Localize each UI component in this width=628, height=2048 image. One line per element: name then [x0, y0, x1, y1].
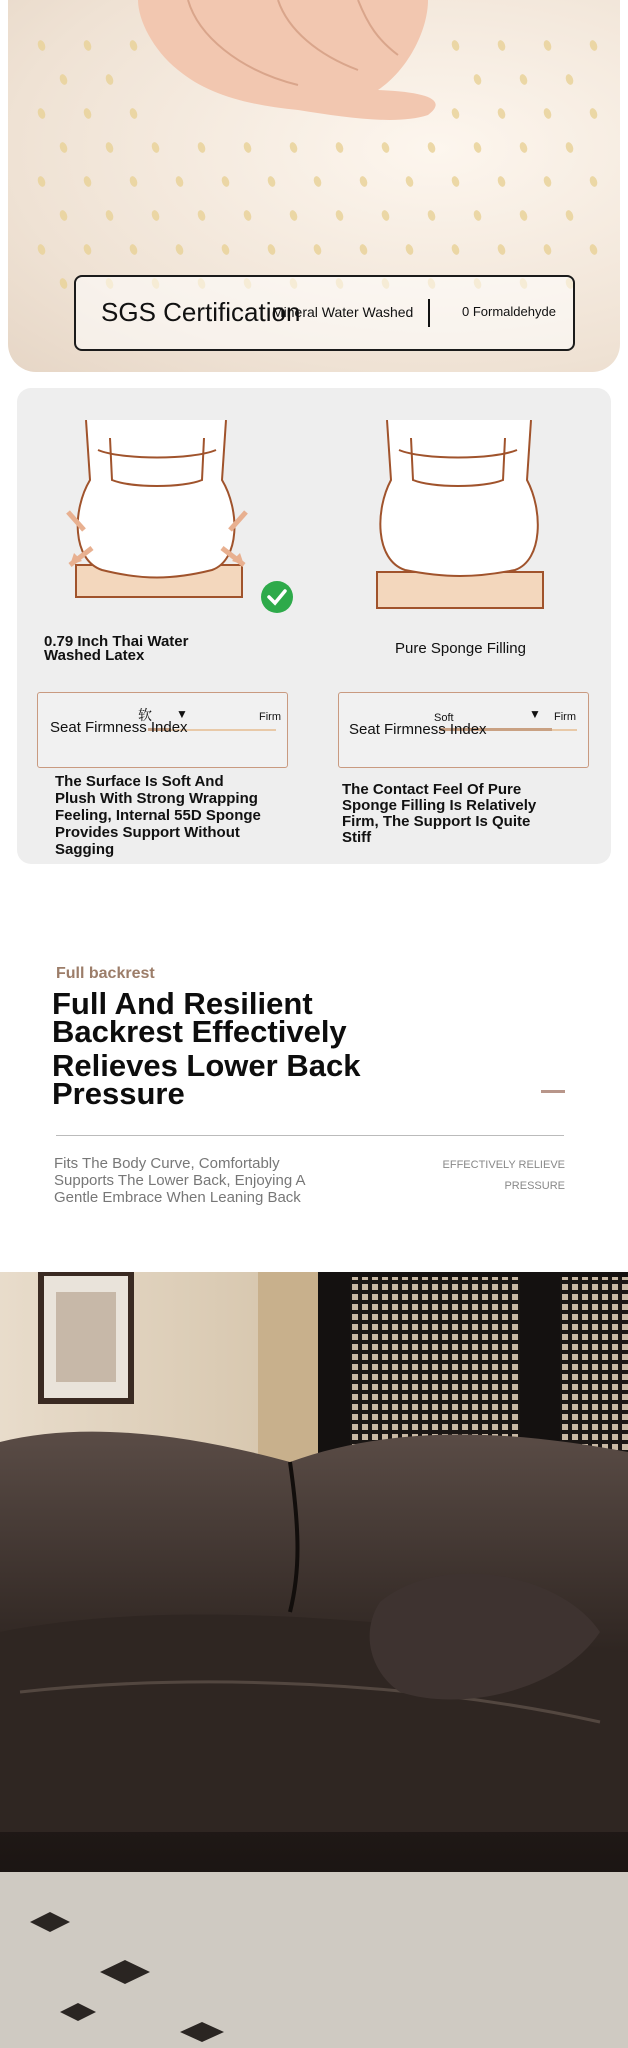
latex-name [44, 635, 244, 663]
pinhole [496, 107, 506, 120]
accent-dash [541, 1090, 565, 1093]
sofa-photo [0, 1272, 628, 2048]
pinhole [472, 73, 482, 86]
pinhole [334, 141, 344, 154]
desc-line: The Contact Feel Of Pure [342, 781, 522, 798]
pinhole [542, 175, 552, 188]
pinhole [58, 73, 68, 86]
pinhole [426, 141, 436, 154]
pinhole [564, 73, 574, 86]
pinhole [542, 107, 552, 120]
pinhole [196, 141, 206, 154]
pinhole [288, 209, 298, 222]
soft-label: Soft [434, 712, 454, 724]
headline-line: Pressure [52, 1076, 185, 1111]
pinhole [564, 141, 574, 154]
certification-title: SGS Certification [101, 297, 301, 327]
mineral-water-label: Mineral Water Washed [272, 304, 414, 320]
pinhole [472, 141, 482, 154]
latex-firmness-slider [37, 692, 288, 768]
desc-line: Gentle Embrace When Leaning Back [54, 1189, 301, 1206]
pinhole [518, 209, 528, 222]
hand-image [128, 0, 458, 135]
pinhole [196, 209, 206, 222]
pinhole [36, 39, 46, 52]
pinhole [82, 243, 92, 256]
check-icon [260, 580, 294, 614]
sofa-illustration [0, 1272, 628, 2048]
divider [428, 299, 430, 327]
formaldehyde-label: 0 Formaldehyde [462, 304, 556, 319]
latex-description [55, 773, 285, 858]
pinhole [496, 243, 506, 256]
firm-label: Firm [554, 711, 576, 723]
latex-photo [8, 0, 620, 372]
desc-line: Sponge Filling Is Relatively [342, 797, 537, 814]
indicator-arrow-icon: ▼ [529, 707, 541, 721]
pinhole [450, 175, 460, 188]
sponge-description [342, 782, 572, 846]
pinhole [242, 141, 252, 154]
pinhole [128, 175, 138, 188]
pinhole [472, 209, 482, 222]
pinhole [358, 175, 368, 188]
pinhole [518, 141, 528, 154]
pinhole [174, 243, 184, 256]
pinhole [380, 141, 390, 154]
sponge-cushion-illustration [375, 420, 545, 618]
pinhole [36, 175, 46, 188]
desc-line: Firm, The Support Is Quite [342, 813, 531, 830]
note-line: EFFECTIVELY RELIEVE [442, 1159, 565, 1171]
desc-line: Sagging [55, 841, 115, 858]
headline-line: Full And Resilient [52, 986, 313, 1021]
pinhole [588, 243, 598, 256]
pinhole [220, 175, 230, 188]
pinhole [404, 243, 414, 256]
pinhole [426, 209, 436, 222]
sponge-name: Pure Sponge Filling [395, 640, 526, 657]
desc-line: Fits The Body Curve, Comfortably [54, 1155, 280, 1172]
pinhole [104, 141, 114, 154]
desc-line: Stiff [342, 829, 372, 846]
desc-line: Supports The Lower Back, Enjoying A [54, 1172, 306, 1189]
pinhole [542, 243, 552, 256]
pinhole [58, 209, 68, 222]
latex-name-line1: 0.79 Inch Thai Water [44, 633, 189, 650]
note-line: PRESSURE [504, 1180, 565, 1192]
pinhole [128, 243, 138, 256]
pinhole [104, 209, 114, 222]
pinhole [334, 209, 344, 222]
certification-box [74, 275, 575, 351]
pinhole [82, 107, 92, 120]
divider [56, 1135, 564, 1136]
pinhole [220, 243, 230, 256]
pinhole [82, 175, 92, 188]
pinhole [150, 209, 160, 222]
desc-line: Plush With Strong Wrapping [55, 790, 258, 807]
pinhole [588, 175, 598, 188]
indicator-arrow-icon: ▼ [176, 707, 188, 721]
pinhole [104, 73, 114, 86]
pinhole [82, 39, 92, 52]
headline [52, 986, 382, 1111]
pinhole [404, 175, 414, 188]
pinhole [518, 73, 528, 86]
pinhole [58, 277, 68, 290]
soft-label: 软 [138, 707, 152, 723]
headline-line: Backrest Effectively [52, 1014, 347, 1049]
pinhole [150, 141, 160, 154]
pinhole [288, 141, 298, 154]
pinhole [542, 39, 552, 52]
pinhole [266, 243, 276, 256]
seat-firmness-label: Seat Firmness Index [349, 721, 487, 738]
pinhole [266, 175, 276, 188]
desc-line: Feeling, Internal 55D Sponge [55, 807, 261, 824]
pinhole [380, 209, 390, 222]
pinhole [36, 107, 46, 120]
pinhole [58, 141, 68, 154]
pinhole [496, 175, 506, 188]
pressure-note [400, 1155, 565, 1197]
pinhole [588, 107, 598, 120]
pinhole [36, 243, 46, 256]
backrest-description [54, 1155, 354, 1206]
pinhole [564, 209, 574, 222]
desc-line: The Surface Is Soft And [55, 773, 224, 790]
latex-cushion-illustration [62, 420, 252, 618]
pinhole [312, 243, 322, 256]
headline-line: Relieves Lower Back [52, 1048, 361, 1083]
pinhole [174, 175, 184, 188]
pinhole [588, 39, 598, 52]
pinhole [496, 39, 506, 52]
seat-firmness-label: Seat Firmness Index [50, 719, 188, 736]
firm-label: Firm [259, 711, 281, 723]
desc-line: Provides Support Without [55, 824, 240, 841]
section-tag: Full backrest [56, 965, 155, 982]
latex-name-line2: Washed Latex [44, 647, 145, 664]
pinhole [450, 243, 460, 256]
pinhole [358, 243, 368, 256]
pinhole [312, 175, 322, 188]
sponge-firmness-slider [338, 692, 589, 768]
pinhole [242, 209, 252, 222]
